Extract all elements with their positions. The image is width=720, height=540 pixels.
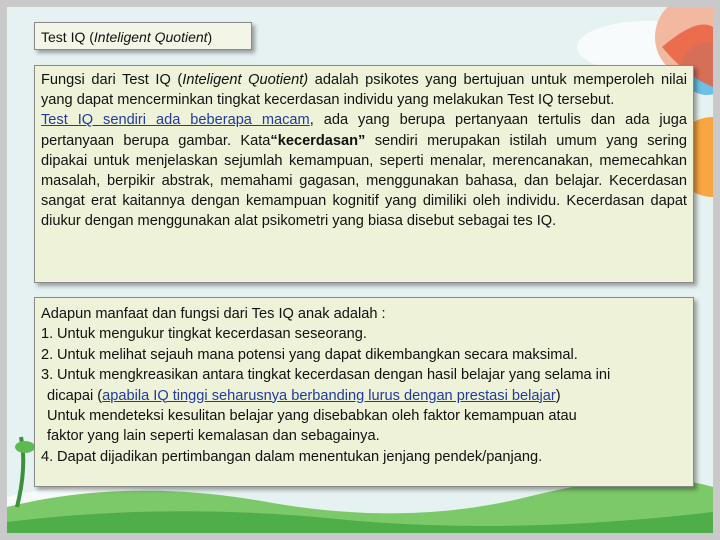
list-item-continuation: dicapai (apabila IQ tinggi seharusnya berbanding lurus dengan prestasi belajar) [47, 387, 561, 404]
title-box [34, 22, 252, 50]
list-item: 2. Untuk melihat sejauh mana potensi yang dapat dikembangkan secara maksimal. [41, 346, 578, 363]
list-item: 4. Dapat dijadikan pertimbangan dalam menentukan jenjang pendek/panjang. [41, 448, 543, 465]
para1-italic: Inteligent Quotient) [182, 72, 309, 88]
extra-line-1: Untuk mendeteksi kesulitan belajar yang disebabkan oleh faktor kemampuan atau [47, 408, 577, 425]
list-item: 3. Untuk mengkreasikan antara tingkat kecerdasan dengan hasil belajar yang selama ini [41, 367, 611, 384]
benefits-list-box [34, 297, 694, 487]
para1-text-3: , ada yang berupa pertanyaan tertulis dan ada juga pertanyaan berupa gambar. Kata [41, 112, 687, 149]
title-italic: Inteligent Quotient [93, 29, 208, 45]
title-suffix: ) [207, 29, 213, 45]
para1-text-2: adalah psikotes yang bertujuan untuk memperoleh nilai yang dapat mencerminkan tingkat kecerdasan individu yang melakukan Test IQ tersebut. [41, 72, 687, 109]
iq-prestasi-link[interactable]: apabila IQ tinggi seharusnya berbanding lurus dengan prestasi belajar [102, 387, 556, 404]
test-iq-types-link[interactable]: Test IQ sendiri ada beberapa macam [41, 112, 310, 129]
extra-line-2: faktor yang lain seperti kemalasan dan sebagainya. [47, 428, 380, 445]
slide [7, 7, 713, 533]
para1-text-1: Fungsi dari Test IQ ( [41, 72, 183, 88]
list-item: 1. Untuk mengukur tingkat kecerdasan seseorang. [41, 326, 367, 343]
definition-paragraph [34, 65, 694, 283]
title-prefix: Test IQ ( [41, 29, 94, 45]
benefits-heading: Adapun manfaat dan fungsi dari Tes IQ anak adalah : [41, 306, 386, 322]
para1-text-4: sendiri merupakan istilah umum yang sering dipakai untuk menjelaskan sejumlah kemampuan, seperti menalar, merencanakan, memecahkan masalah, berpikir abstrak, memahami gagasan, menggunakan bahasa, dan belajar. Kecerdasan sangat erat kaitannya dengan kemampuan kognitif yang dimiliki oleh individu. Kecerdasan dapat diukur dengan menggunakan alat psikometri yang biasa disebut sebagai tes IQ. [41, 132, 687, 230]
kecerdasan-bold: “kecerdasan” [270, 132, 366, 149]
